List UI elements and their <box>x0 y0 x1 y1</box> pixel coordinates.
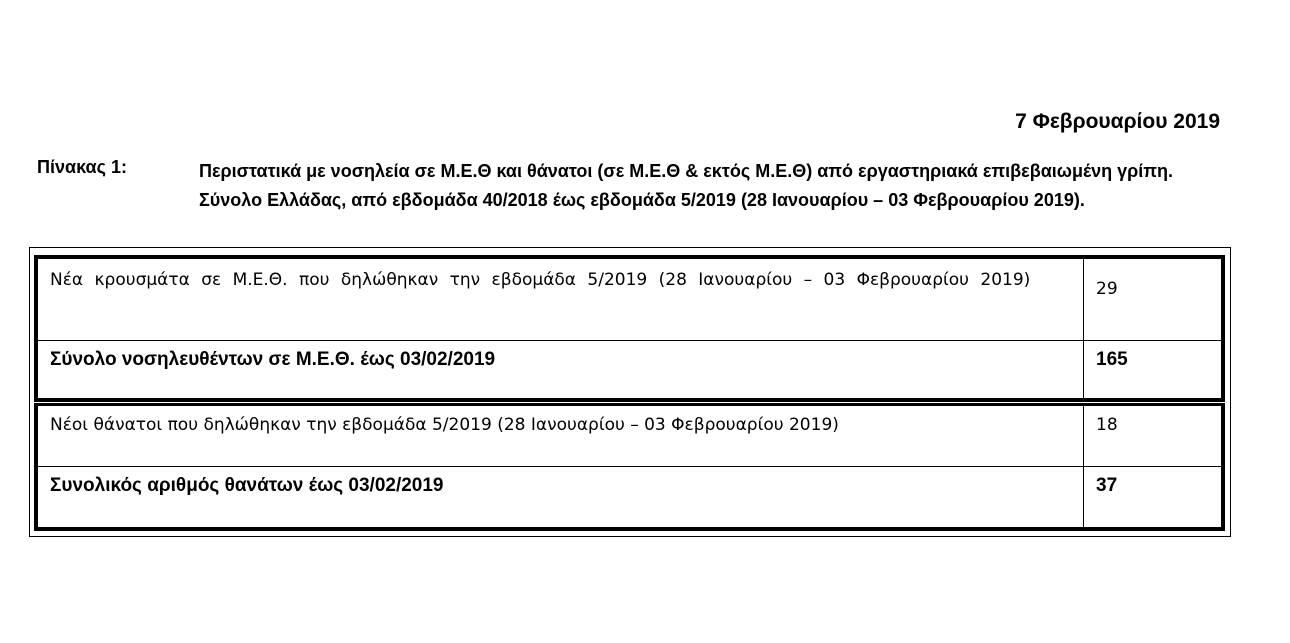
table-row <box>38 340 1221 398</box>
table-row <box>38 406 1221 466</box>
total-deaths-label: Συνολικός αριθμός θανάτων έως 03/02/2019 <box>38 467 1084 528</box>
deaths-block <box>34 403 1225 531</box>
new-icu-cases-value: 29 <box>1096 279 1118 299</box>
table-caption-text: Περιστατικά με νοσηλεία σε Μ.Ε.Θ και θάνατοι (σε Μ.Ε.Θ & εκτός Μ.Ε.Θ) από εργαστηριακά επιβεβαιωμένη γρίπη. Σύνολο Ελλάδας, από εβδομάδα 40/2018 έως εβδομάδα 5/2019 (28 Ιανουαρίου – 03 Φεβρουαρίου 2019). <box>199 161 1174 210</box>
report-date: 7 Φεβρουαρίου 2019 <box>1015 110 1220 133</box>
icu-cases-block <box>34 255 1225 402</box>
new-deaths-label: Νέοι θάνατοι που δηλώθηκαν την εβδομάδα 5/2019 (28 Ιανουαρίου – 03 Φεβρουαρίου 2019) <box>38 406 1084 466</box>
table-caption-label: Πίνακας 1: <box>37 157 127 177</box>
new-deaths-value: 18 <box>1096 415 1118 435</box>
table-row <box>38 466 1221 528</box>
table-row <box>38 259 1221 340</box>
total-icu-label: Σύνολο νοσηλευθέντων σε Μ.Ε.Θ. έως 03/02/2019 <box>38 341 1084 398</box>
total-deaths-value: 37 <box>1096 475 1118 496</box>
total-icu-value: 165 <box>1096 349 1128 370</box>
new-icu-cases-label: Νέα κρουσμάτα σε Μ.Ε.Θ. που δηλώθηκαν την εβδομάδα 5/2019 (28 Ιανουαρίου – 03 Φεβρουαρίου 2019) <box>38 259 1084 340</box>
